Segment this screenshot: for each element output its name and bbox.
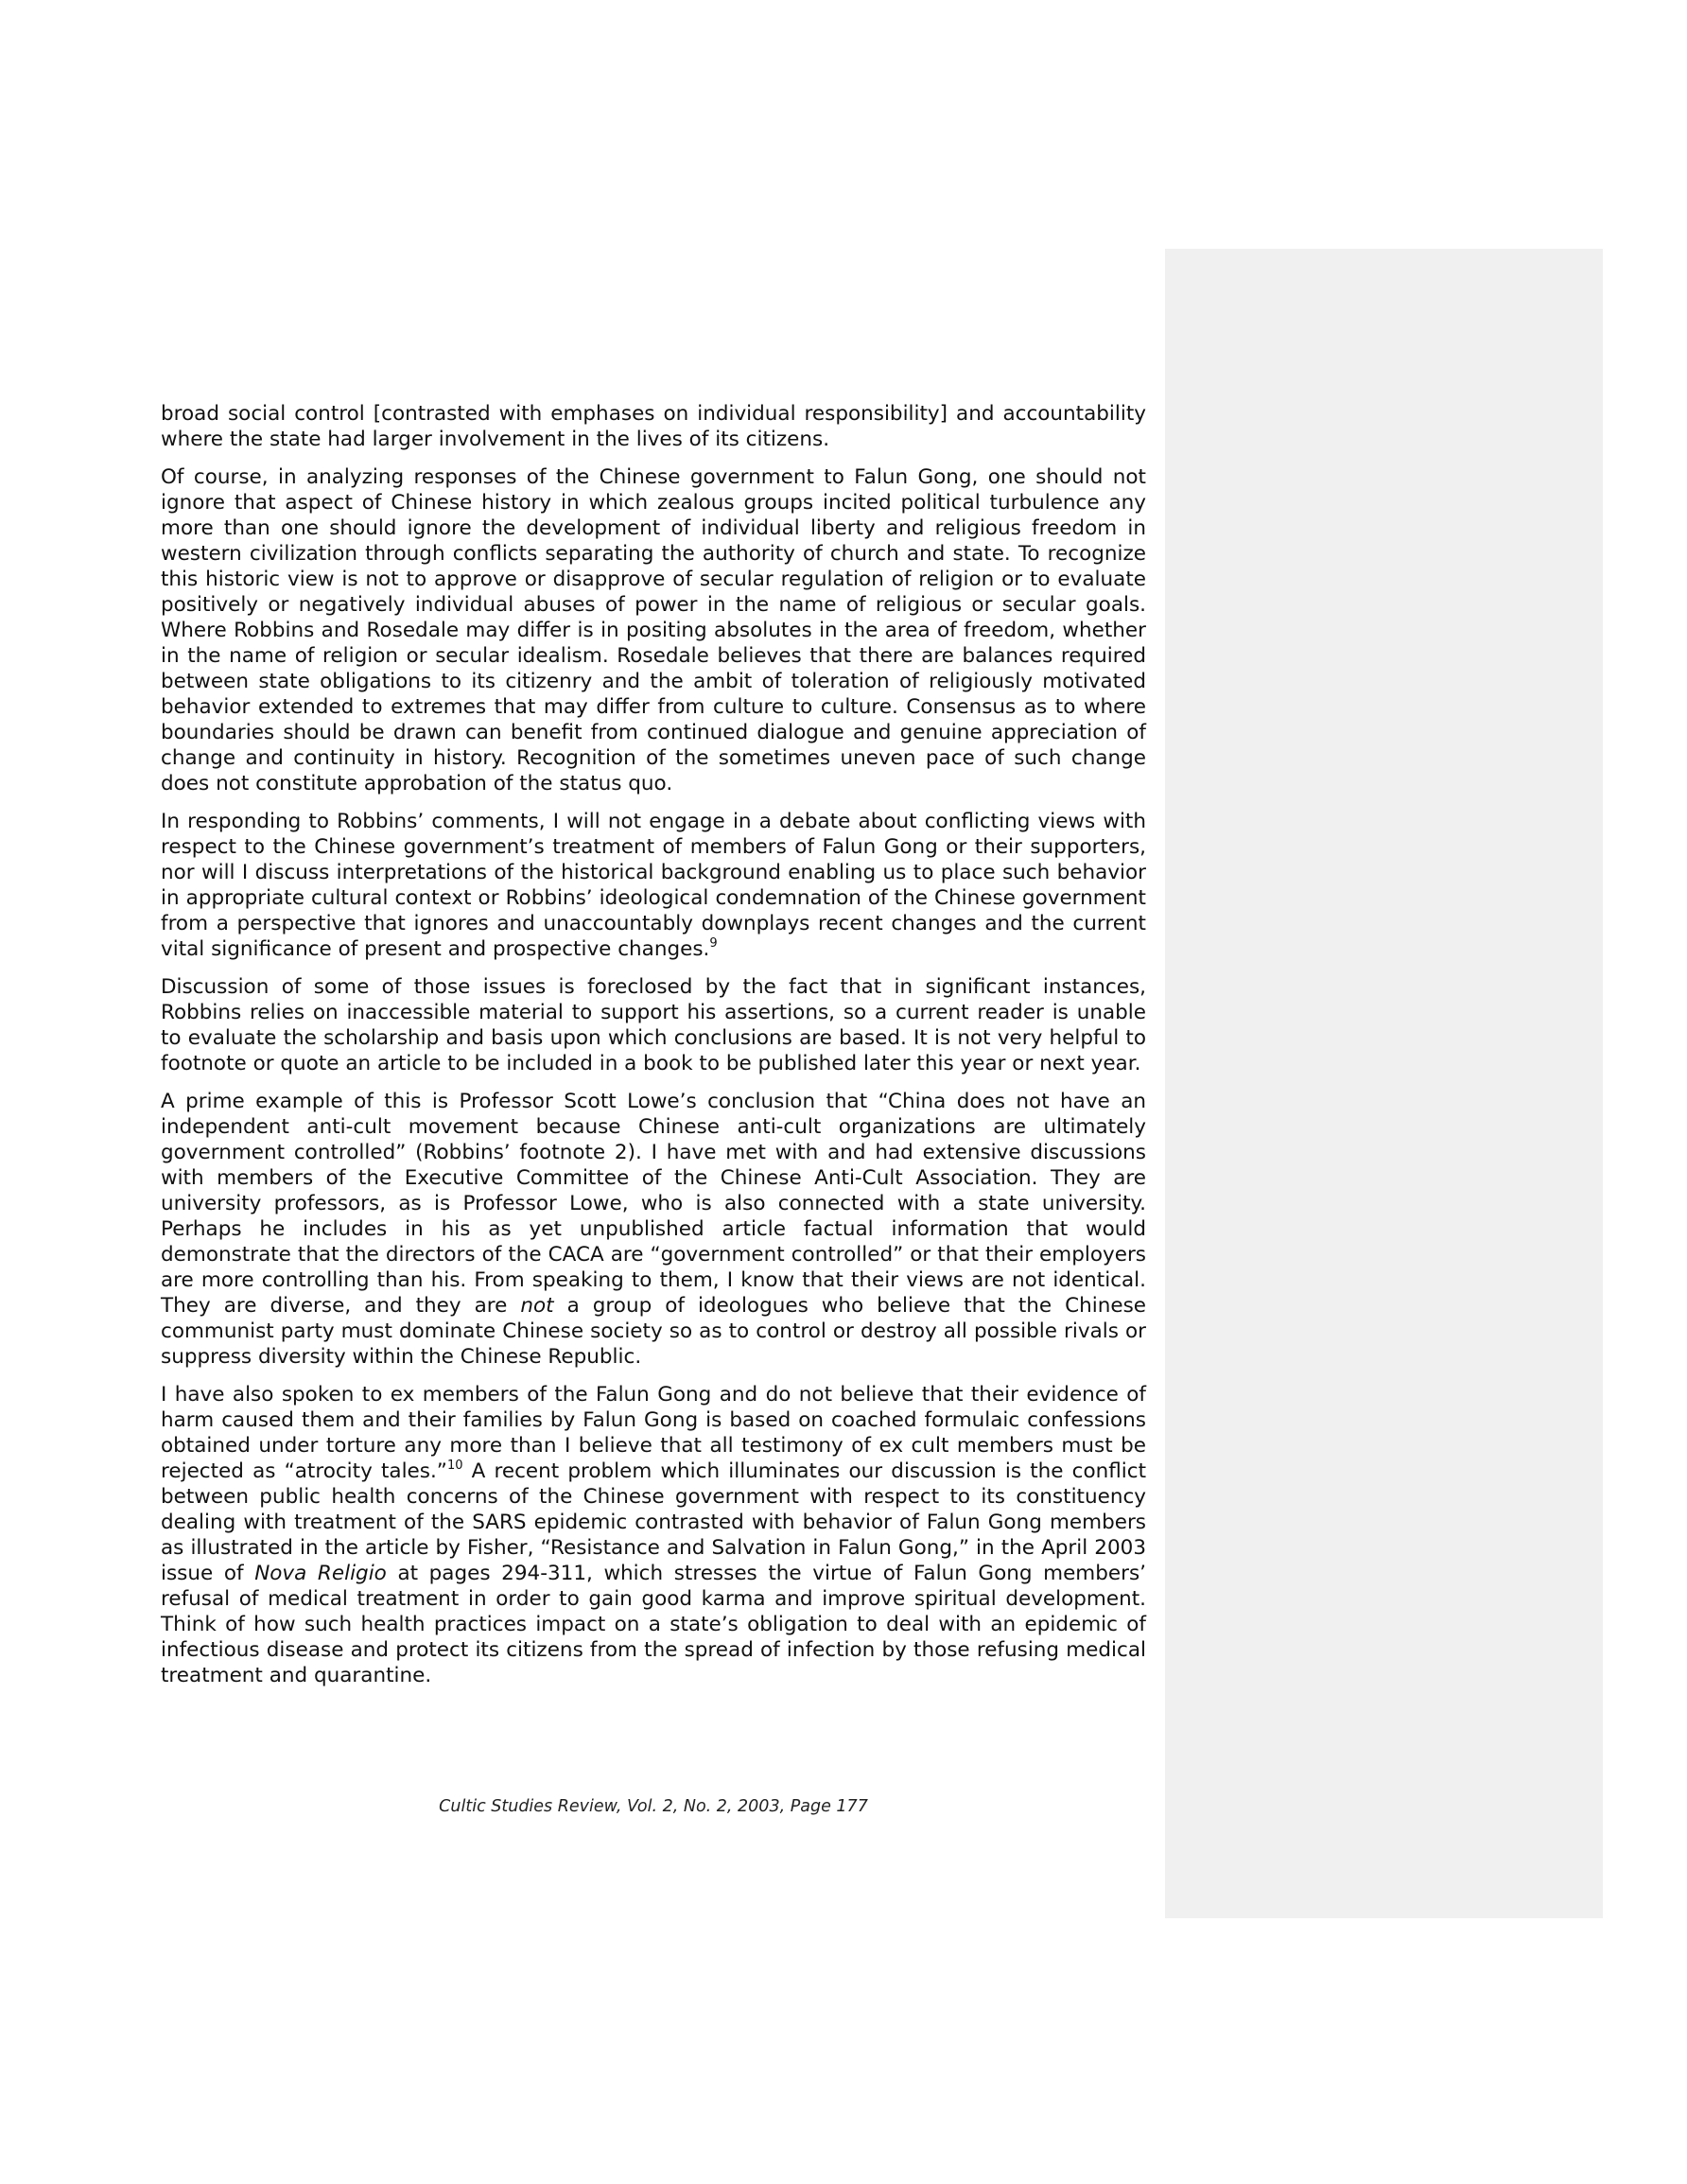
paragraph-5-text-b: a group of ideologues who believe that the Chinese communist party must dominate Chinese society so as to control or destroy all possible rivals or suppress diversity within the Chinese Republic. <box>161 1294 1146 1369</box>
paragraph-1: broad social control [contrasted with emphases on individual responsibility] and accountability where the state had larger involvement in the lives of its citizens. <box>161 402 1146 451</box>
page-footer: Cultic Studies Review, Vol. 2, No. 2, 2003, Page 177 <box>439 1797 868 1816</box>
paragraph-5 <box>161 1089 1146 1370</box>
footnote-ref-9[interactable]: 9 <box>709 936 718 951</box>
paragraph-3-text: In responding to Robbins’ comments, I will not engage in a debate about conflicting views with respect to the Chinese government’s treatment of members of Falun Gong or their supporters, nor will I discuss interpretations of the historical background enabling us to place such behavior in appropriate cultural context or Robbins’ ideological condemnation of the Chinese government from a perspective that ignores and unaccountably downplays recent changes and the current vital significance of present and prospective changes. <box>161 810 1146 961</box>
paragraph-2: Of course, in analyzing responses of the Chinese government to Falun Gong, one should not ignore that aspect of Chinese history in which zealous groups incited political turbulence any more than one should ignore the development of individual liberty and religious freedom in western civilization through conflicts separating the authority of church and state. To recognize this historic view is not to approve or disapprove of secular regulation of religion or to evaluate positively or negatively individual abuses of power in the name of religious or secular goals. Where Robbins and Rosedale may differ is in positing absolutes in the area of freedom, whether in the name of religion or secular idealism. Rosedale believes that there are balances required between state obligations to its citizenry and the ambit of toleration of religiously motivated behavior extended to extremes that may differ from culture to culture. Consensus as to where boundaries should be drawn can benefit from continued dialogue and genuine appreciation of change and continuity in history. Recognition of the sometimes uneven pace of such change does not constitute approbation of the status quo. <box>161 465 1146 795</box>
paragraph-6 <box>161 1382 1146 1688</box>
paragraph-6-text-a: I have also spoken to ex members of the Falun Gong and do not believe that their evidence of harm caused them and their families by Falun Gong is based on coached formulaic confessions obtained under torture any more than I believe that all testimony of ex cult members must be rejected as “atrocity tales.” <box>161 1383 1146 1483</box>
document-body <box>161 401 1146 1701</box>
footnote-ref-10[interactable]: 10 <box>446 1459 463 1473</box>
comment-margin-pane <box>1165 249 1603 1918</box>
emphasis-not: not <box>520 1294 554 1318</box>
paragraph-5-text-a: A prime example of this is Professor Scott Lowe’s conclusion that “China does not have an independent anti-cult movement because Chinese anti-cult organizations are ultimately government controlled” (Robbins’ footnote 2). I have met with and had extensive discussions with members of the Executive Committee of the Chinese Anti-Cult Association. They are university professors, as is Professor Lowe, who is also connected with a state university. Perhaps he includes in his as yet unpublished article factual information that would demonstrate that the directors of the CACA are “government controlled” or that their employers are more controlling than his. From speaking to them, I know that their views are not identical. They are diverse, and they are <box>161 1090 1146 1318</box>
paragraph-3 <box>161 809 1146 962</box>
journal-title: Nova Religio <box>254 1562 387 1585</box>
paragraph-6-text-b: A recent problem which illuminates our discussion is the conflict between public health concerns of the Chinese government with respect to its constituency dealing with treatment of the SARS epidemic contrasted with behavior of Falun Gong members as illustrated in the article by Fisher, “Resistance and Salvation in Falun Gong,” in the April 2003 issue of <box>161 1459 1146 1585</box>
paragraph-4: Discussion of some of those issues is foreclosed by the fact that in significant instances, Robbins relies on inaccessible material to support his assertions, so a current reader is unable to evaluate the scholarship and basis upon which conclusions are based. It is not very helpful to footnote or quote an article to be included in a book to be published later this year or next year. <box>161 975 1146 1075</box>
paragraph-6-text-c: at pages 294-311, which stresses the virtue of Falun Gong members’ refusal of medical treatment in order to gain good karma and improve spiritual development. Think of how such health practices impact on a state’s obligation to deal with an epidemic of infectious disease and protect its citizens from the spread of infection by those refusing medical treatment and quarantine. <box>161 1562 1146 1687</box>
